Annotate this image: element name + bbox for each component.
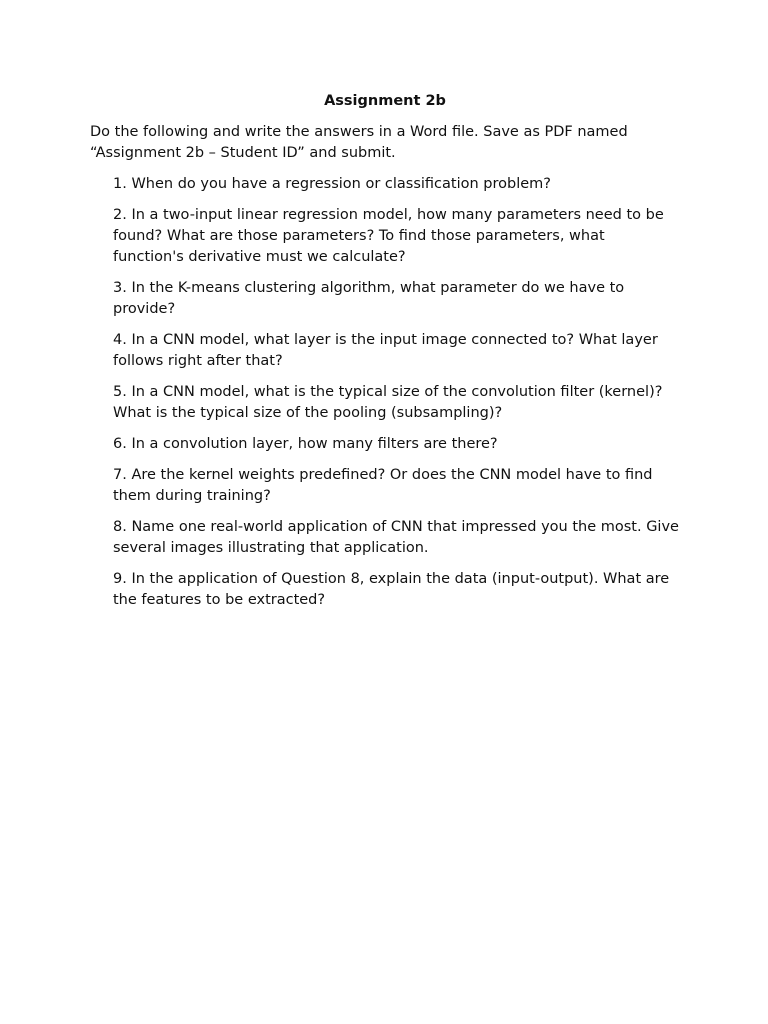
question-item: 5. In a CNN model, what is the typical size of the convolution filter (kernel)? What is the typical size of the pooling (subsampling)? — [113, 384, 663, 421]
question-item: 1. When do you have a regression or classification problem? — [113, 176, 551, 192]
question-item: 8. Name one real-world application of CNN that impressed you the most. Give several images illustrating that application. — [113, 519, 679, 556]
question-item: 2. In a two-input linear regression model, how many parameters need to be found? What are those parameters? To find those parameters, what function's derivative must we calculate? — [113, 207, 664, 265]
document-intro: Do the following and write the answers in a Word file. Save as PDF named “Assignment 2b – Student ID” and submit. — [90, 124, 628, 161]
question-item: 3. In the K-means clustering algorithm, what parameter do we have to provide? — [113, 280, 625, 317]
question-item: 7. Are the kernel weights predefined? Or does the CNN model have to find them during training? — [113, 467, 653, 504]
question-item: 6. In a convolution layer, how many filters are there? — [113, 436, 498, 452]
document-title: Assignment 2b — [324, 93, 446, 109]
question-list — [90, 174, 680, 611]
document-page — [90, 91, 680, 621]
question-item: 4. In a CNN model, what layer is the input image connected to? What layer follows right after that? — [113, 332, 658, 369]
question-item: 9. In the application of Question 8, explain the data (input-output). What are the features to be extracted? — [113, 571, 670, 608]
